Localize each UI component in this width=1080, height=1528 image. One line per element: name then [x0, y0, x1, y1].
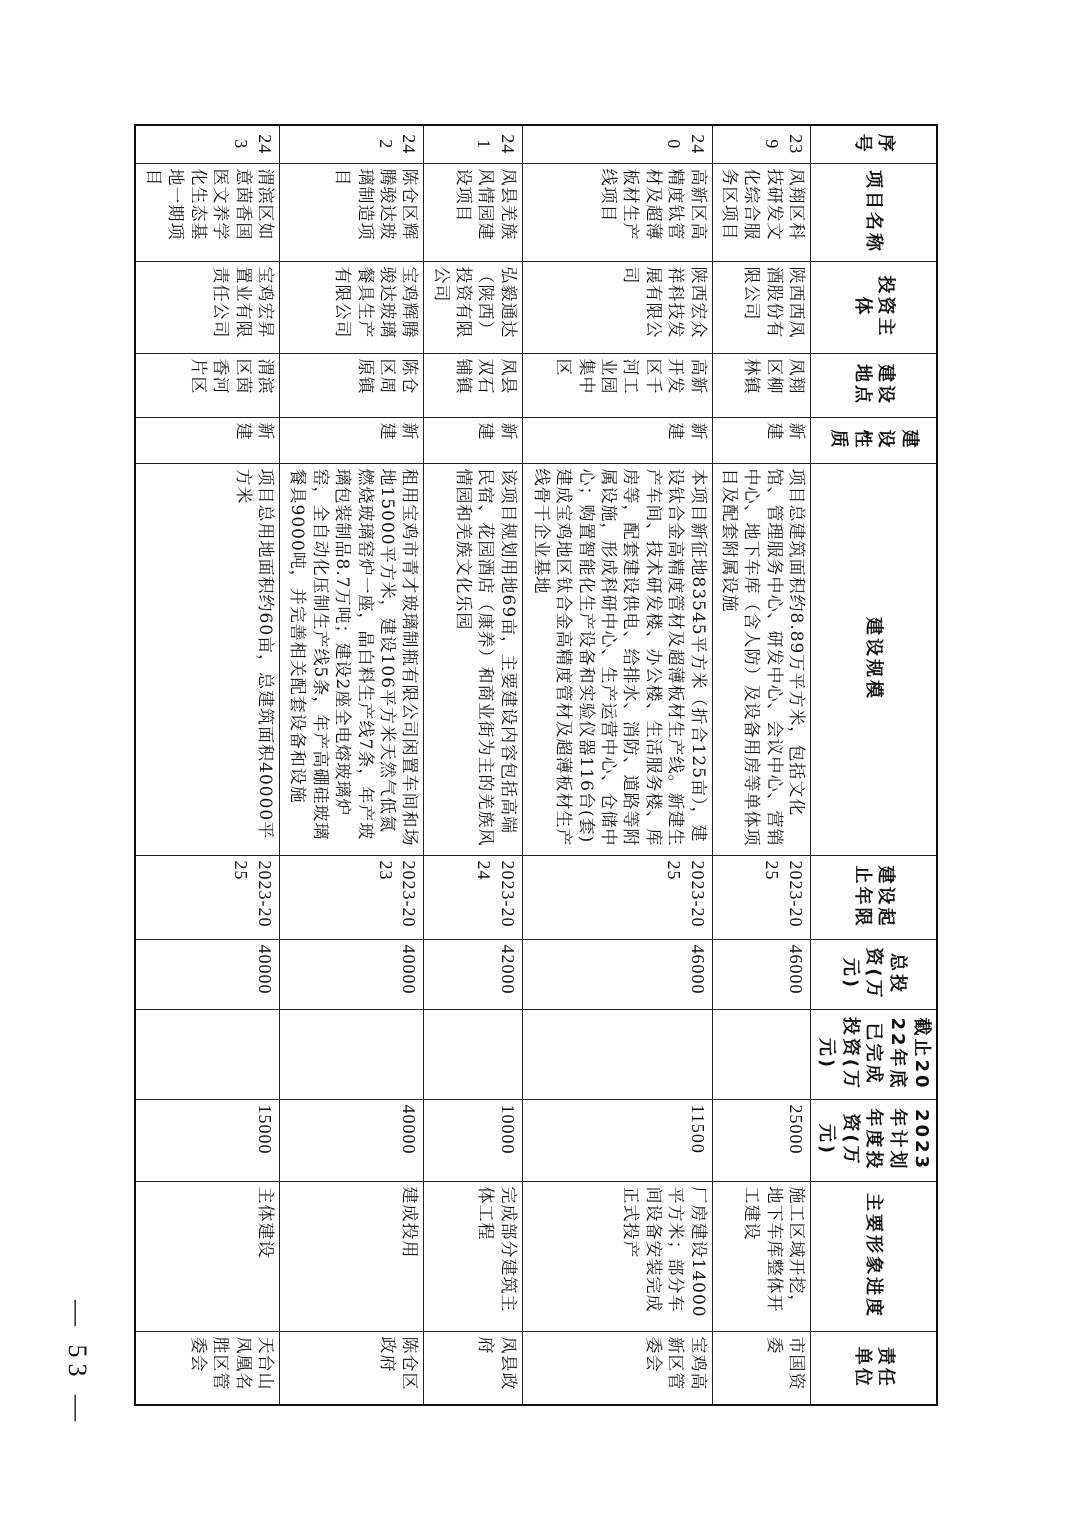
cell-unit: 陈仓区政府: [280, 1331, 424, 1405]
cell-investor: 弘毅通达（陕西）投资有限公司: [424, 261, 522, 353]
cell-progress: 施工区域开挖，地下车库整体开工建设: [712, 1181, 810, 1331]
header-name: 项目名称: [811, 163, 937, 261]
cell-name: 凤翔区科技研发文化综合服务区项目: [712, 163, 810, 261]
cell-investor: 宝鸡宏昇置业有限责任公司: [135, 261, 280, 353]
cell-progress: 主体建设: [135, 1181, 280, 1331]
cell-nature: 新建: [712, 417, 810, 463]
header-unit: 责任单位: [811, 1331, 937, 1405]
cell-scale: 项目总建筑面积约8.89万平方米，包括文化馆、管理服务中心、研发中心、会议中心、营销中心、地下车库（含人防）及设备用房等单体项目及配套附属设施: [712, 463, 810, 855]
cell-scale: 项目总用地面积约60亩，总建筑面积40000平方米: [135, 463, 280, 855]
header-completed: 截止2022年底已完成投资(万元): [811, 1009, 937, 1099]
cell-nature: 新建: [135, 417, 280, 463]
cell-seq: 241: [424, 125, 522, 163]
cell-investor: 宝鸡辉腾骏达玻璃餐具生产有限公司: [280, 261, 424, 353]
header-location: 建设地点: [811, 353, 937, 417]
cell-investor: 陕西西凤酒股份有限公司: [712, 261, 810, 353]
table-row: [280, 125, 424, 1405]
cell-progress: 建成投用: [280, 1181, 424, 1331]
table-row: [424, 125, 522, 1405]
header-row: [811, 125, 937, 1405]
cell-name: 陈仓区辉腾骏达玻璃制造项目: [280, 163, 424, 261]
cell-period: 2023-2024: [424, 855, 522, 939]
cell-scale: 本项目新征地83545平方米（折合125亩），建设钛合金高精度管材及超薄板材生产线。新建生产车间、技术研发楼、办公楼、生活服务楼、库房等，配套建设供电、给排水、消防、道路等附属设施，形成科研中心、生产运营中心、仓储中心；购置智能化生产设备和实验仪器116台(套)建成宝鸡地区钛合金高精度管材及超薄板材生产线骨干企业基地: [522, 463, 712, 855]
cell-completed: [280, 1009, 424, 1099]
cell-planned: 10000: [424, 1099, 522, 1181]
cell-seq: 242: [280, 125, 424, 163]
header-nature: 建设性质: [811, 417, 937, 463]
cell-nature: 新建: [280, 417, 424, 463]
header-investor: 投资主体: [811, 261, 937, 353]
cell-total: 42000: [424, 939, 522, 1009]
cell-completed: [424, 1009, 522, 1099]
cell-location: 陈仓区周原镇: [280, 353, 424, 417]
cell-seq: 243: [135, 125, 280, 163]
cell-name: 渭滨区如意茵香国医文养学化生态基地一期项目: [135, 163, 280, 261]
table-row: [135, 125, 280, 1405]
table-row: [522, 125, 712, 1405]
header-total: 总投资(万元): [811, 939, 937, 1009]
cell-total: 40000: [280, 939, 424, 1009]
project-table: [134, 124, 938, 1406]
rotated-page: [134, 124, 938, 1404]
cell-planned: 25000: [712, 1099, 810, 1181]
cell-nature: 新建: [522, 417, 712, 463]
header-planned: 2023年计划年度投资(万元): [811, 1099, 937, 1181]
cell-unit: 宝鸡高新区管委会: [522, 1331, 712, 1405]
cell-seq: 239: [712, 125, 810, 163]
header-scale: 建设规模: [811, 463, 937, 855]
cell-completed: [135, 1009, 280, 1099]
cell-seq: 240: [522, 125, 712, 163]
cell-completed: [712, 1009, 810, 1099]
cell-location: 高新开发区千河工业园集中区: [522, 353, 712, 417]
table-row: [712, 125, 810, 1405]
header-period: 建设起止年限: [811, 855, 937, 939]
page-number: — 53 —: [63, 1300, 92, 1427]
cell-period: 2023-2025: [135, 855, 280, 939]
cell-scale: 该项目规划用地69亩，主要建设内容包括高端民宿、花园酒店（康养）和商业街为主的羌族风情园和羌族文化乐园: [424, 463, 522, 855]
cell-completed: [522, 1009, 712, 1099]
cell-planned: 11500: [522, 1099, 712, 1181]
cell-total: 40000: [135, 939, 280, 1009]
cell-name: 高新区高精度钛管材及超薄板材生产线项目: [522, 163, 712, 261]
cell-period: 2023-2025: [522, 855, 712, 939]
cell-location: 凤翔区柳林镇: [712, 353, 810, 417]
cell-planned: 40000: [280, 1099, 424, 1181]
cell-investor: 陕西宏众祥科技发展有限公司: [522, 261, 712, 353]
cell-unit: 市国资委: [712, 1331, 810, 1405]
cell-progress: 完成部分建筑主体工程: [424, 1181, 522, 1331]
cell-location: 凤县双石铺镇: [424, 353, 522, 417]
cell-location: 渭滨区茵香河片区: [135, 353, 280, 417]
header-seq: 序号: [811, 125, 937, 163]
header-progress: 主要形象进度: [811, 1181, 937, 1331]
cell-scale: 租用宝鸡市青才玻璃制瓶有限公司闲置车间和场地15000平方米，建设106平方米天然气低氮燃烧玻璃窑炉一座，晶白料生产线7条，年产玻璃包装制品8.7万吨；建设2座全电熔玻璃炉窑，全自动化压制生产线5条，年产高硼硅玻璃餐具9000吨，并完善相关配套设备和设施: [280, 463, 424, 855]
cell-total: 46000: [522, 939, 712, 1009]
cell-planned: 15000: [135, 1099, 280, 1181]
cell-nature: 新建: [424, 417, 522, 463]
cell-period: 2023-2025: [712, 855, 810, 939]
cell-unit: 凤县政府: [424, 1331, 522, 1405]
cell-total: 46000: [712, 939, 810, 1009]
cell-progress: 厂房建设14000平方米；部分车间设备安装完成正式投产: [522, 1181, 712, 1331]
cell-period: 2023-2023: [280, 855, 424, 939]
cell-name: 凤县羌族风情园建设项目: [424, 163, 522, 261]
cell-unit: 天台山凤凰名胜区管委会: [135, 1331, 280, 1405]
